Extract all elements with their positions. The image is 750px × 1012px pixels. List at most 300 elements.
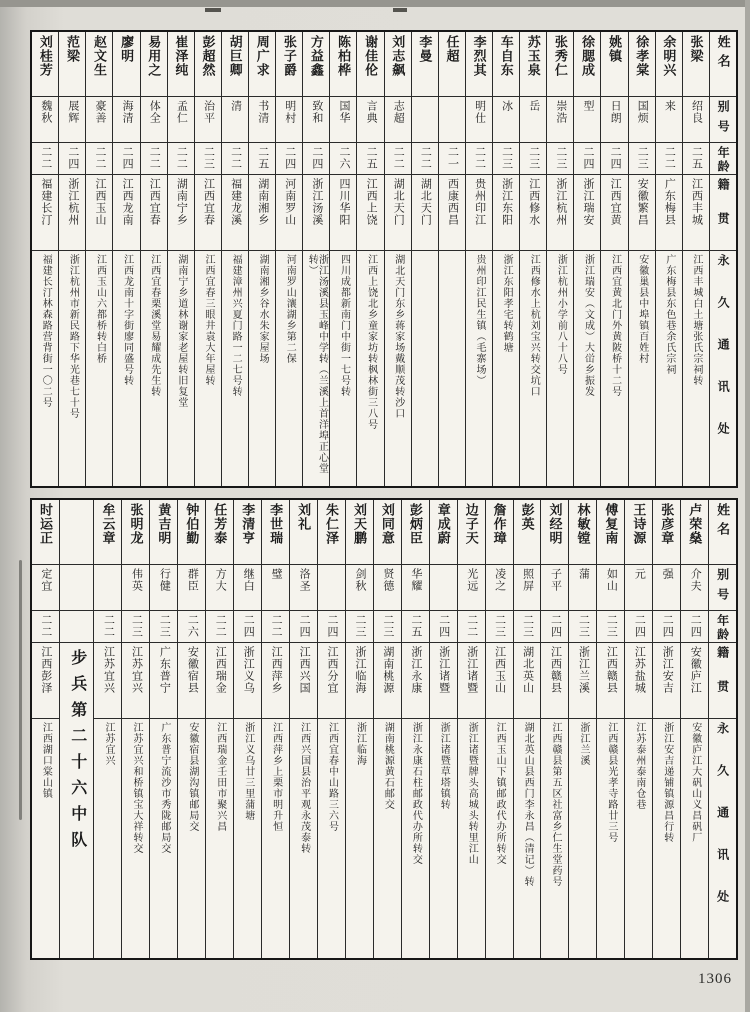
native-place-cell [656,174,682,250]
unit-section-column [59,500,94,958]
alias-cell-text: 贤德 [381,568,394,592]
address-cell [222,250,248,486]
name-cell-text: 任芳泰 [212,503,228,545]
name-cell-text: 黄吉明 [156,503,172,545]
age-cell-text: 二四 [121,146,134,170]
address-cell [32,250,58,486]
roster-entry [302,32,329,486]
age-cell [597,610,624,642]
address-cell [541,718,568,958]
roster-entry [411,32,438,486]
alias-cell [569,564,596,610]
empty-cell [60,500,94,564]
age-cell [32,610,59,642]
name-cell [439,32,465,96]
address-cell-text: 江西宜春栗溪堂易耀成先生转 [148,254,160,397]
address-cell [520,250,546,486]
name-cell [601,32,627,96]
alias-cell-text: 型 [582,100,594,112]
alias-cell-text: 伟英 [130,568,143,592]
address-cell [430,718,457,958]
column-header-text: 年龄 [716,146,731,174]
alias-cell-text: 华耀 [409,568,422,592]
name-cell [402,500,429,564]
empty-cell [60,610,94,642]
alias-cell-text: 璧 [270,568,283,580]
name-cell-text: 苏玉泉 [525,35,541,77]
alias-cell [486,564,513,610]
name-cell [514,500,541,564]
name-cell-text: 李曼 [417,35,433,63]
address-cell-text: 安徽庐江大矾山义昌矾厂 [689,722,701,843]
age-cell-text: 二四 [437,614,450,638]
native-place-cell-text: 江西瑞金 [214,646,227,694]
name-cell-text: 卢荣燊 [687,503,703,545]
age-cell-text: 二五 [409,614,422,638]
native-place-cell [653,642,680,718]
age-cell-text: 二三 [521,614,534,638]
column-header [710,250,736,486]
alias-cell-text: 定宜 [39,568,52,592]
age-cell [514,610,541,642]
roster-entry [600,32,627,486]
address-cell [653,718,680,958]
age-cell-text: 二二 [102,614,115,638]
native-place-cell-text: 浙江安吉 [661,646,674,694]
address-cell-text: 浙江永康石柱邮政代办所转交 [410,722,422,865]
native-place-cell-text: 贵州印江 [473,178,486,226]
age-cell-text: 二四 [326,614,339,638]
age-cell [222,142,248,174]
name-cell-text: 傅复南 [603,503,619,545]
alias-cell-text: 魏秋 [39,100,52,124]
name-cell-text: 车自东 [498,35,514,77]
native-place-cell [681,642,708,718]
native-place-cell-text: 浙江诸暨 [465,646,478,694]
age-cell-text: 二三 [554,146,567,170]
native-place-cell-text: 江西宜春 [148,178,161,226]
alias-cell-text: 国华 [338,100,351,124]
name-cell [466,32,492,96]
address-cell-text: 安徽巢县中埠镇百姓村 [636,254,648,364]
age-cell [683,142,709,174]
alias-cell [222,96,248,142]
name-cell-text: 陈柏桦 [336,35,352,77]
alias-cell-text: 明村 [283,100,296,124]
age-cell [656,142,682,174]
address-cell-text: 广东梅县东色巷余氏宗祠 [663,254,675,375]
native-place-cell-text: 江苏宜兴 [102,646,115,694]
roster-entry [680,500,708,958]
alias-cell-text: 治平 [202,100,215,124]
address-cell-text: 浙江义乌廿三里蒲塘 [242,722,254,821]
roster-entry [32,32,58,486]
age-cell [493,142,519,174]
native-place-cell-text: 湖南桃源 [381,646,394,694]
age-cell-text: 二二 [465,614,478,638]
column-header-text: 籍贯 [716,178,731,246]
alias-cell [141,96,167,142]
alias-cell-text: 剑秋 [353,568,366,592]
name-cell-text: 谢佳伦 [363,35,379,77]
native-place-cell-text: 浙江诸暨 [437,646,450,694]
alias-cell-text: 明仕 [473,100,486,124]
alias-cell-text: 继白 [242,568,255,592]
native-place-cell-text: 浙江汤溪 [310,178,323,226]
roster-entry [177,500,205,958]
roster-entry [384,32,411,486]
roster-entry [329,32,356,486]
native-place-cell [59,174,85,250]
age-cell [290,610,317,642]
age-cell-text: 二三 [158,614,171,638]
name-cell [249,32,275,96]
roster-entry [573,32,600,486]
age-cell-text: 二二 [392,146,405,170]
age-cell [32,142,58,174]
name-cell [168,32,194,96]
roster-entry [596,500,624,958]
address-cell [276,250,302,486]
roster-entry [167,32,194,486]
name-cell [262,500,289,564]
address-cell-text: 江西湖口棠山镇 [40,722,52,799]
native-place-cell [195,174,221,250]
alias-cell-text: 日朗 [609,100,622,124]
address-cell-text: 江西玉山下镇邮政代办所转交 [494,722,506,865]
alias-cell-text: 孟仁 [175,100,188,124]
age-cell-text: 二三 [500,146,513,170]
name-cell-text: 张梁 [688,35,704,63]
native-place-cell-text: 江西龙南 [121,178,134,226]
address-cell [150,718,177,958]
native-place-cell-text: 河南罗山 [283,178,296,226]
age-cell-text: 二三 [202,146,215,170]
address-cell-text: 湖南桃源黄石邮交 [382,722,394,810]
roster-entry [401,500,429,958]
print-registration-mark [205,8,221,12]
empty-cell [60,564,94,610]
name-cell-text: 范梁 [64,35,80,63]
age-cell-text: 二三 [353,614,366,638]
age-cell [357,142,383,174]
age-cell [150,610,177,642]
name-cell-text: 张彦章 [659,503,675,545]
alias-cell [178,564,205,610]
address-cell [234,718,261,958]
alias-cell [249,96,275,142]
name-cell-text: 张秀仁 [552,35,568,77]
native-place-cell [318,642,345,718]
native-place-cell-text: 四川华阳 [338,178,351,226]
address-cell-text: 广东普宁流沙市秀陇邮局交 [158,722,170,854]
alias-cell [520,96,546,142]
age-cell [86,142,112,174]
page-number: 1306 [698,971,732,987]
native-place-cell-text: 安徽宿县 [186,646,199,694]
roster-entry [149,500,177,958]
alias-cell [150,564,177,610]
alias-cell-text: 崇浩 [554,100,567,124]
name-cell [374,500,401,564]
address-cell [290,718,317,958]
native-place-cell [541,642,568,718]
name-cell [59,32,85,96]
native-place-cell-text: 广东普宁 [158,646,171,694]
alias-cell [458,564,485,610]
age-cell-text: 二三 [577,614,590,638]
age-cell-text: 二三 [527,146,540,170]
name-cell-text: 崔泽纯 [173,35,189,77]
address-cell-text: 四川成都新南门中街一七号转 [338,254,350,397]
name-cell [412,32,438,96]
native-place-cell [168,174,194,250]
native-place-cell-text: 浙江东阳 [500,178,513,226]
name-cell [346,500,373,564]
name-cell [86,32,112,96]
name-cell-text: 张子爵 [281,35,297,77]
roster-entry [652,500,680,958]
roster-entry [233,500,261,958]
native-place-cell [141,174,167,250]
column-header-text: 永久通讯处 [716,254,731,464]
native-place-cell [346,642,373,718]
age-cell [486,610,513,642]
age-cell-text: 二四 [689,614,702,638]
native-place-cell-text: 福建龙溪 [229,178,242,226]
name-cell-text: 易用之 [146,35,162,77]
alias-cell-text: 群臣 [186,568,199,592]
address-cell [346,718,373,958]
age-cell [303,142,329,174]
native-place-cell-text: 安徽庐江 [689,646,702,694]
age-cell [569,610,596,642]
alias-cell [653,564,680,610]
age-cell-text: 二二 [214,614,227,638]
alias-cell [402,564,429,610]
address-cell [262,718,289,958]
alias-cell [597,564,624,610]
address-cell-text: 湖北天门东乡蒋家场戴顺茂转沙口 [392,254,404,419]
address-cell-text: 贵州印江民生镇（毛寨场） [474,254,486,386]
name-cell-text: 徐孝棠 [634,35,650,77]
column-header [709,500,736,564]
name-cell-text: 张明龙 [128,503,144,545]
native-place-cell [402,642,429,718]
alias-cell [94,564,121,610]
native-place-cell-text: 湖北天门 [392,178,405,226]
page-top-edge-shadow [0,0,750,7]
name-cell [32,500,59,564]
address-cell [625,718,652,958]
name-cell [574,32,600,96]
age-cell-text: 二五 [365,146,378,170]
alias-cell-text: 展辉 [66,100,79,124]
native-place-cell-text: 浙江杭州 [554,178,567,226]
alias-cell [195,96,221,142]
name-cell [222,32,248,96]
name-cell [458,500,485,564]
native-place-cell-text: 江苏宜兴 [130,646,143,694]
binding-shadow [19,560,22,820]
roster-entry [568,500,596,958]
column-header [709,718,736,958]
native-place-cell-text: 江西上饶 [365,178,378,226]
name-cell-text: 詹作璋 [491,503,507,545]
alias-cell [290,564,317,610]
roster-entry [121,500,149,958]
age-cell [385,142,411,174]
alias-cell [234,564,261,610]
age-cell [318,610,345,642]
name-cell [541,500,568,564]
name-cell-text: 任超 [444,35,460,63]
page-right-edge-shadow [745,0,750,1012]
alias-cell [86,96,112,142]
address-cell-text: 福建漳州兴夏门路一二七号转 [230,254,242,397]
native-place-cell [357,174,383,250]
native-place-cell [439,174,465,250]
name-cell-text: 姚镇 [607,35,623,63]
print-registration-mark [393,8,407,12]
age-cell [113,142,139,174]
alias-cell [629,96,655,142]
alias-cell [547,96,573,142]
alias-cell [625,564,652,610]
alias-cell [656,96,682,142]
age-cell-text: 二二 [663,146,676,170]
alias-cell [276,96,302,142]
address-cell [486,718,513,958]
age-cell [541,610,568,642]
address-cell [439,250,465,486]
address-cell [601,250,627,486]
address-cell [122,718,149,958]
alias-cell [330,96,356,142]
name-cell [385,32,411,96]
column-header-text: 年龄 [715,614,730,642]
roster-entry [682,32,709,486]
address-cell [303,250,329,486]
roster-entry [624,500,652,958]
name-cell-text: 李世瑞 [268,503,284,545]
name-cell-text: 彭炳臣 [407,503,423,545]
name-cell-text: 林敏镗 [575,503,591,545]
alias-cell-text: 方大 [214,568,227,592]
address-cell-text: 江西赣县第五区社富乡仁生堂药号 [550,722,561,887]
native-place-cell-text: 浙江永康 [409,646,422,694]
name-cell-text: 时运正 [37,503,53,545]
native-place-cell-text: 浙江瑞安 [582,178,594,226]
alias-cell [466,96,492,142]
alias-cell-text: 言典 [365,100,378,124]
address-cell [656,250,682,486]
address-cell-text: 江西宜春中山路三六号 [326,722,338,832]
age-cell-text: 二二 [419,146,432,170]
alias-cell-text: 体全 [148,100,161,124]
alias-cell [346,564,373,610]
column-header [709,642,736,718]
address-cell [629,250,655,486]
address-cell [357,250,383,486]
roster-table-top [30,30,738,488]
address-cell-text: 浙江诸暨草塔镇转 [438,722,450,810]
alias-cell [32,96,58,142]
name-cell-text: 赵文生 [92,35,108,77]
address-cell [683,250,709,486]
address-cell-text: 浙江临海 [354,722,366,766]
native-place-cell-text: 江西分宜 [326,646,339,694]
alias-cell [168,96,194,142]
address-cell [514,718,541,958]
name-cell [150,500,177,564]
name-cell-text: 余明兴 [661,35,677,77]
alias-cell [206,564,233,610]
native-place-cell [574,174,600,250]
age-cell [262,610,289,642]
roster-entry [540,500,568,958]
address-cell [168,250,194,486]
age-cell [412,142,438,174]
native-place-cell-text: 江苏盐城 [633,646,646,694]
address-cell-text: 浙江瑞安（文成）大峃乡振发 [582,254,594,397]
native-place-cell-text: 江西宜春 [202,178,215,226]
name-cell-text: 刘礼 [296,503,312,531]
age-cell-text: 二二 [39,146,52,170]
name-cell-text: 刘经明 [547,503,563,545]
age-cell [520,142,546,174]
age-cell-text: 二四 [633,614,646,638]
address-cell [493,250,519,486]
native-place-cell [486,642,513,718]
alias-cell [357,96,383,142]
age-cell-text: 二三 [381,614,394,638]
alias-cell [514,564,541,610]
alias-cell [122,564,149,610]
alias-cell [412,96,438,142]
name-cell [547,32,573,96]
name-cell [357,32,383,96]
unit-section-label-cell [60,642,94,958]
native-place-cell-text: 安徽繁昌 [636,178,649,226]
alias-cell-text: 子平 [549,568,562,592]
name-cell [141,32,167,96]
alias-cell-text: 冰 [500,100,513,112]
alias-cell-text: 致和 [310,100,323,124]
column-header-text: 别号 [715,568,730,608]
roster-entry [519,32,546,486]
native-place-cell-text: 湖北天门 [419,178,432,226]
roster-entry [655,32,682,486]
alias-cell [439,96,465,142]
name-cell [681,500,708,564]
alias-cell-text: 蒲 [577,568,590,580]
column-header-text: 姓名 [715,503,731,541]
address-cell [86,250,112,486]
age-cell-text: 二六 [338,146,351,170]
native-place-cell-text: 福建长汀 [39,178,52,226]
name-cell [32,32,58,96]
address-cell [178,718,205,958]
native-place-cell-text: 江西赣县 [605,646,618,694]
column-header [710,174,736,250]
address-cell [94,718,121,958]
alias-cell [318,564,345,610]
address-cell-text: 江西修水上杭刘宝兴转交坑口 [528,254,540,397]
column-header [709,610,736,642]
name-cell-text: 廖明 [119,35,135,63]
age-cell-text: 二四 [283,146,296,170]
